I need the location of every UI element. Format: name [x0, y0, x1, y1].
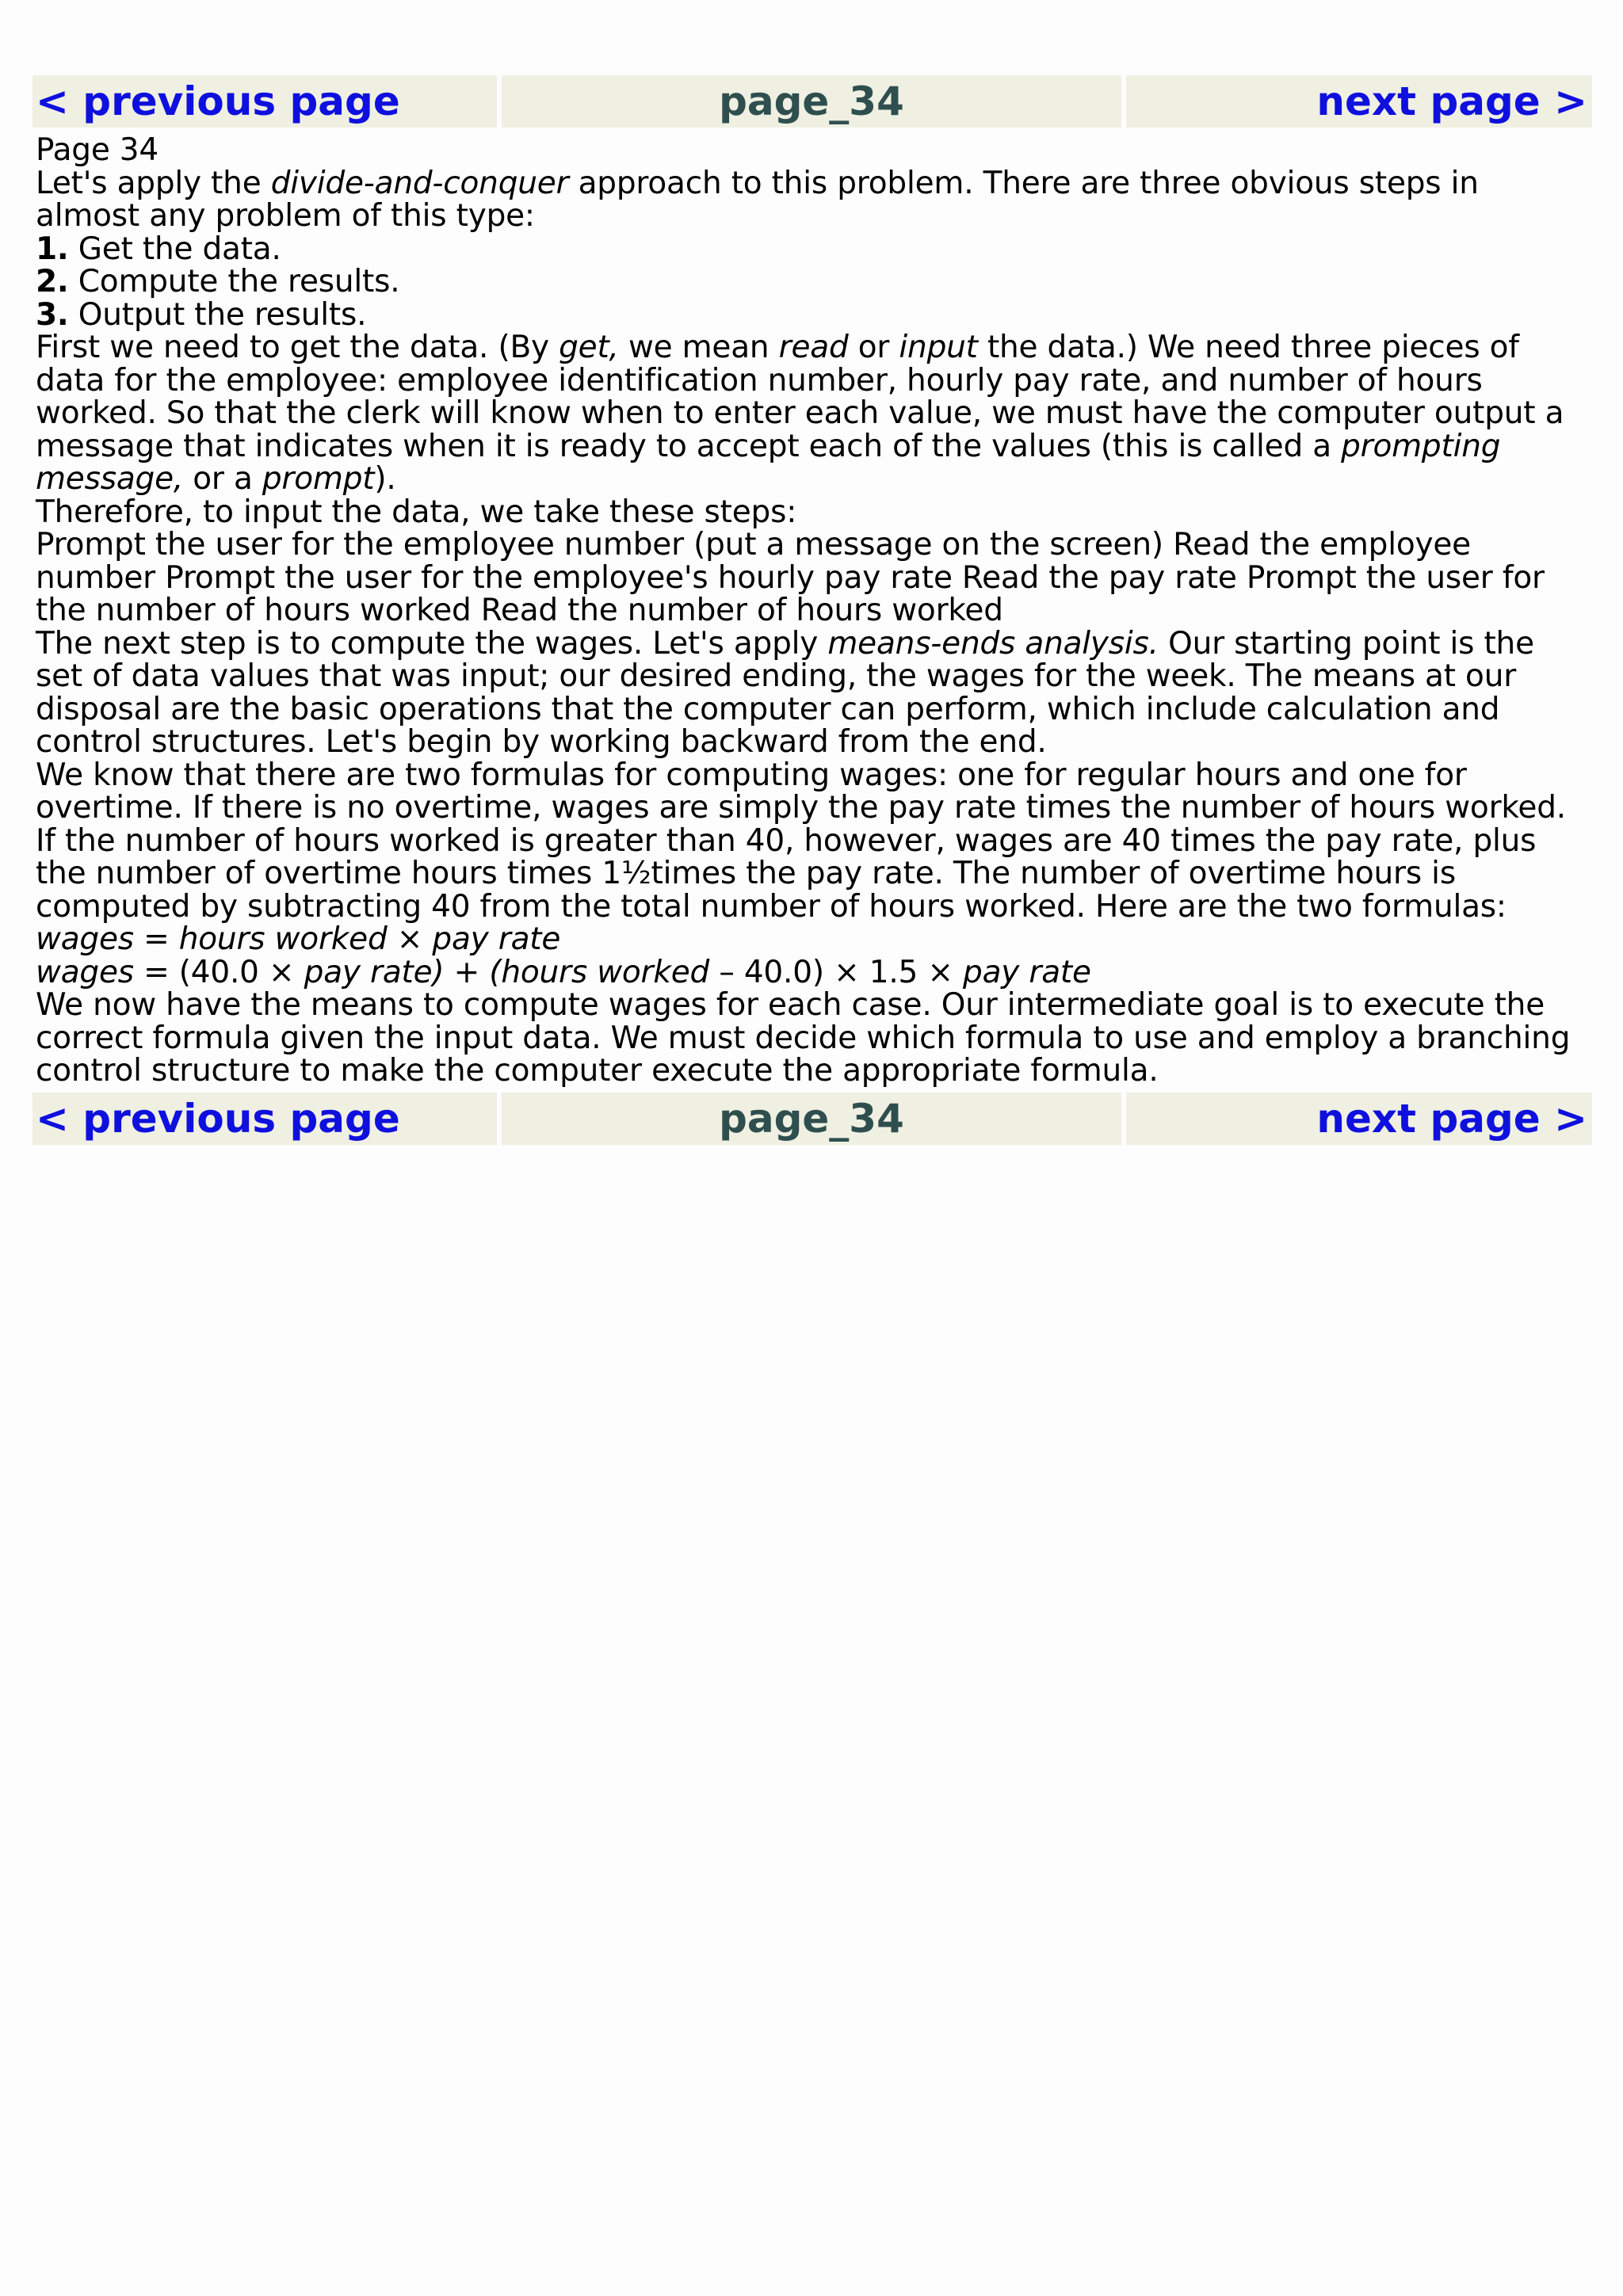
formula-var: (hours worked — [489, 954, 710, 990]
formula-var: pay rate) — [304, 954, 445, 990]
bottom-nav-bar — [32, 1093, 1592, 1145]
bottom-nav-prev-cell — [32, 1093, 497, 1145]
top-nav-next-cell — [1126, 75, 1592, 128]
top-nav-page-label: page_34 — [502, 75, 1121, 128]
step-item — [36, 265, 1589, 299]
step-number: 2. — [36, 264, 69, 299]
page-content — [32, 128, 1592, 1093]
final-paragraph: We now have the means to compute wages for each case. Our intermediate goal is to execute the correct formula given the input data. We must decide which formula to use and employ a branching control structure to make the computer execute the appropriate formula. — [36, 987, 1571, 1089]
next-page-link[interactable]: next page > — [1316, 78, 1587, 124]
formula-regular — [36, 923, 1589, 956]
page-heading: Page 34 — [36, 132, 159, 168]
emphasis-run: prompt — [262, 461, 375, 497]
step-number: 1. — [36, 231, 69, 267]
step-number: 3. — [36, 296, 69, 333]
formula-op: – 40.0) × 1.5 × — [709, 954, 964, 990]
top-nav-prev-cell — [32, 75, 497, 128]
intro-text-1: Let's apply the — [36, 165, 271, 201]
step-item — [36, 296, 1589, 333]
text-run: the data.) We need three pieces of data for the employee: employee identification number, hourly pay rate, and number of hours worked. So that the clerk will know when to enter each value, we must have the computer output a message that indicates when it is ready to accept each of the values (this is called a — [36, 330, 1564, 464]
next-page-link[interactable]: next page > — [1316, 1095, 1587, 1142]
emphasis-run: means-ends analysis. — [827, 625, 1159, 662]
emphasis-run: get, — [559, 330, 619, 365]
formula-var: wages — [36, 921, 134, 957]
step-item — [36, 233, 1589, 266]
formula-var: pay rate — [432, 921, 561, 957]
therefore-paragraph: Therefore, to input the data, we take these steps: — [36, 494, 797, 530]
text-run: First we need to get the data. (By — [36, 330, 559, 365]
text-run: ). — [374, 461, 396, 497]
formula-overtime — [36, 956, 1589, 990]
step-text: Compute the results. — [68, 264, 400, 299]
text-run: Our starting point is the set of data values that was input; our desired ending, the wages for the week. The means at our disposal are the basic operations that the computer can perform, which include calculation and control structures. Let's begin by working backward from the end. — [36, 625, 1534, 760]
top-nav-bar — [32, 75, 1592, 128]
page-container — [32, 75, 1592, 1145]
formula-op: = — [133, 921, 179, 957]
intro-emphasis: divide-and-conquer — [270, 165, 569, 201]
intro-text-2: approach to this problem. There are three obvious steps in almost any problem of this type: — [36, 165, 1479, 234]
formula-op: = (40.0 × — [133, 954, 304, 990]
previous-page-link[interactable]: < previous page — [36, 1095, 400, 1142]
text-run: or a — [183, 461, 262, 497]
step-text: Output the results. — [68, 296, 367, 333]
emphasis-run: prompting message, — [36, 428, 1501, 497]
bottom-nav-next-cell — [1126, 1093, 1592, 1145]
emphasis-run: read — [778, 330, 849, 365]
step-text: Get the data. — [68, 231, 281, 267]
formula-var: hours worked — [178, 921, 388, 957]
formula-var: wages — [36, 954, 134, 990]
prompt-steps-paragraph: Prompt the user for the employee number (put a message on the screen) Read the employee number Prompt the user for the employee's hourly pay rate Read the pay rate Prompt the user for the number of hours worked Read the number of hours worked — [36, 527, 1545, 628]
compute-paragraph — [36, 627, 1589, 759]
text-run: or — [848, 330, 899, 365]
intro-paragraph — [36, 167, 1589, 233]
emphasis-run: input — [899, 330, 978, 365]
formula-op: × — [387, 921, 433, 957]
text-run: we mean — [618, 330, 779, 365]
data-paragraph — [36, 331, 1589, 496]
formulas-paragraph: We know that there are two formulas for computing wages: one for regular hours and one for overtime. If there is no overtime, wages are simply the pay rate times the number of hours worked. If the number of hours worked is greater than 40, however, wages are 40 times the pay rate, plus the number of overtime hours times 1½times the pay rate. The number of overtime hours is computed by subtracting 40 from the total number of hours worked. Here are the two formulas: — [36, 757, 1566, 925]
formula-op: + — [444, 954, 490, 990]
bottom-nav-page-label: page_34 — [502, 1093, 1121, 1145]
formula-var: pay rate — [963, 954, 1091, 990]
previous-page-link[interactable]: < previous page — [36, 78, 400, 124]
text-run: The next step is to compute the wages. Let's apply — [36, 625, 828, 662]
